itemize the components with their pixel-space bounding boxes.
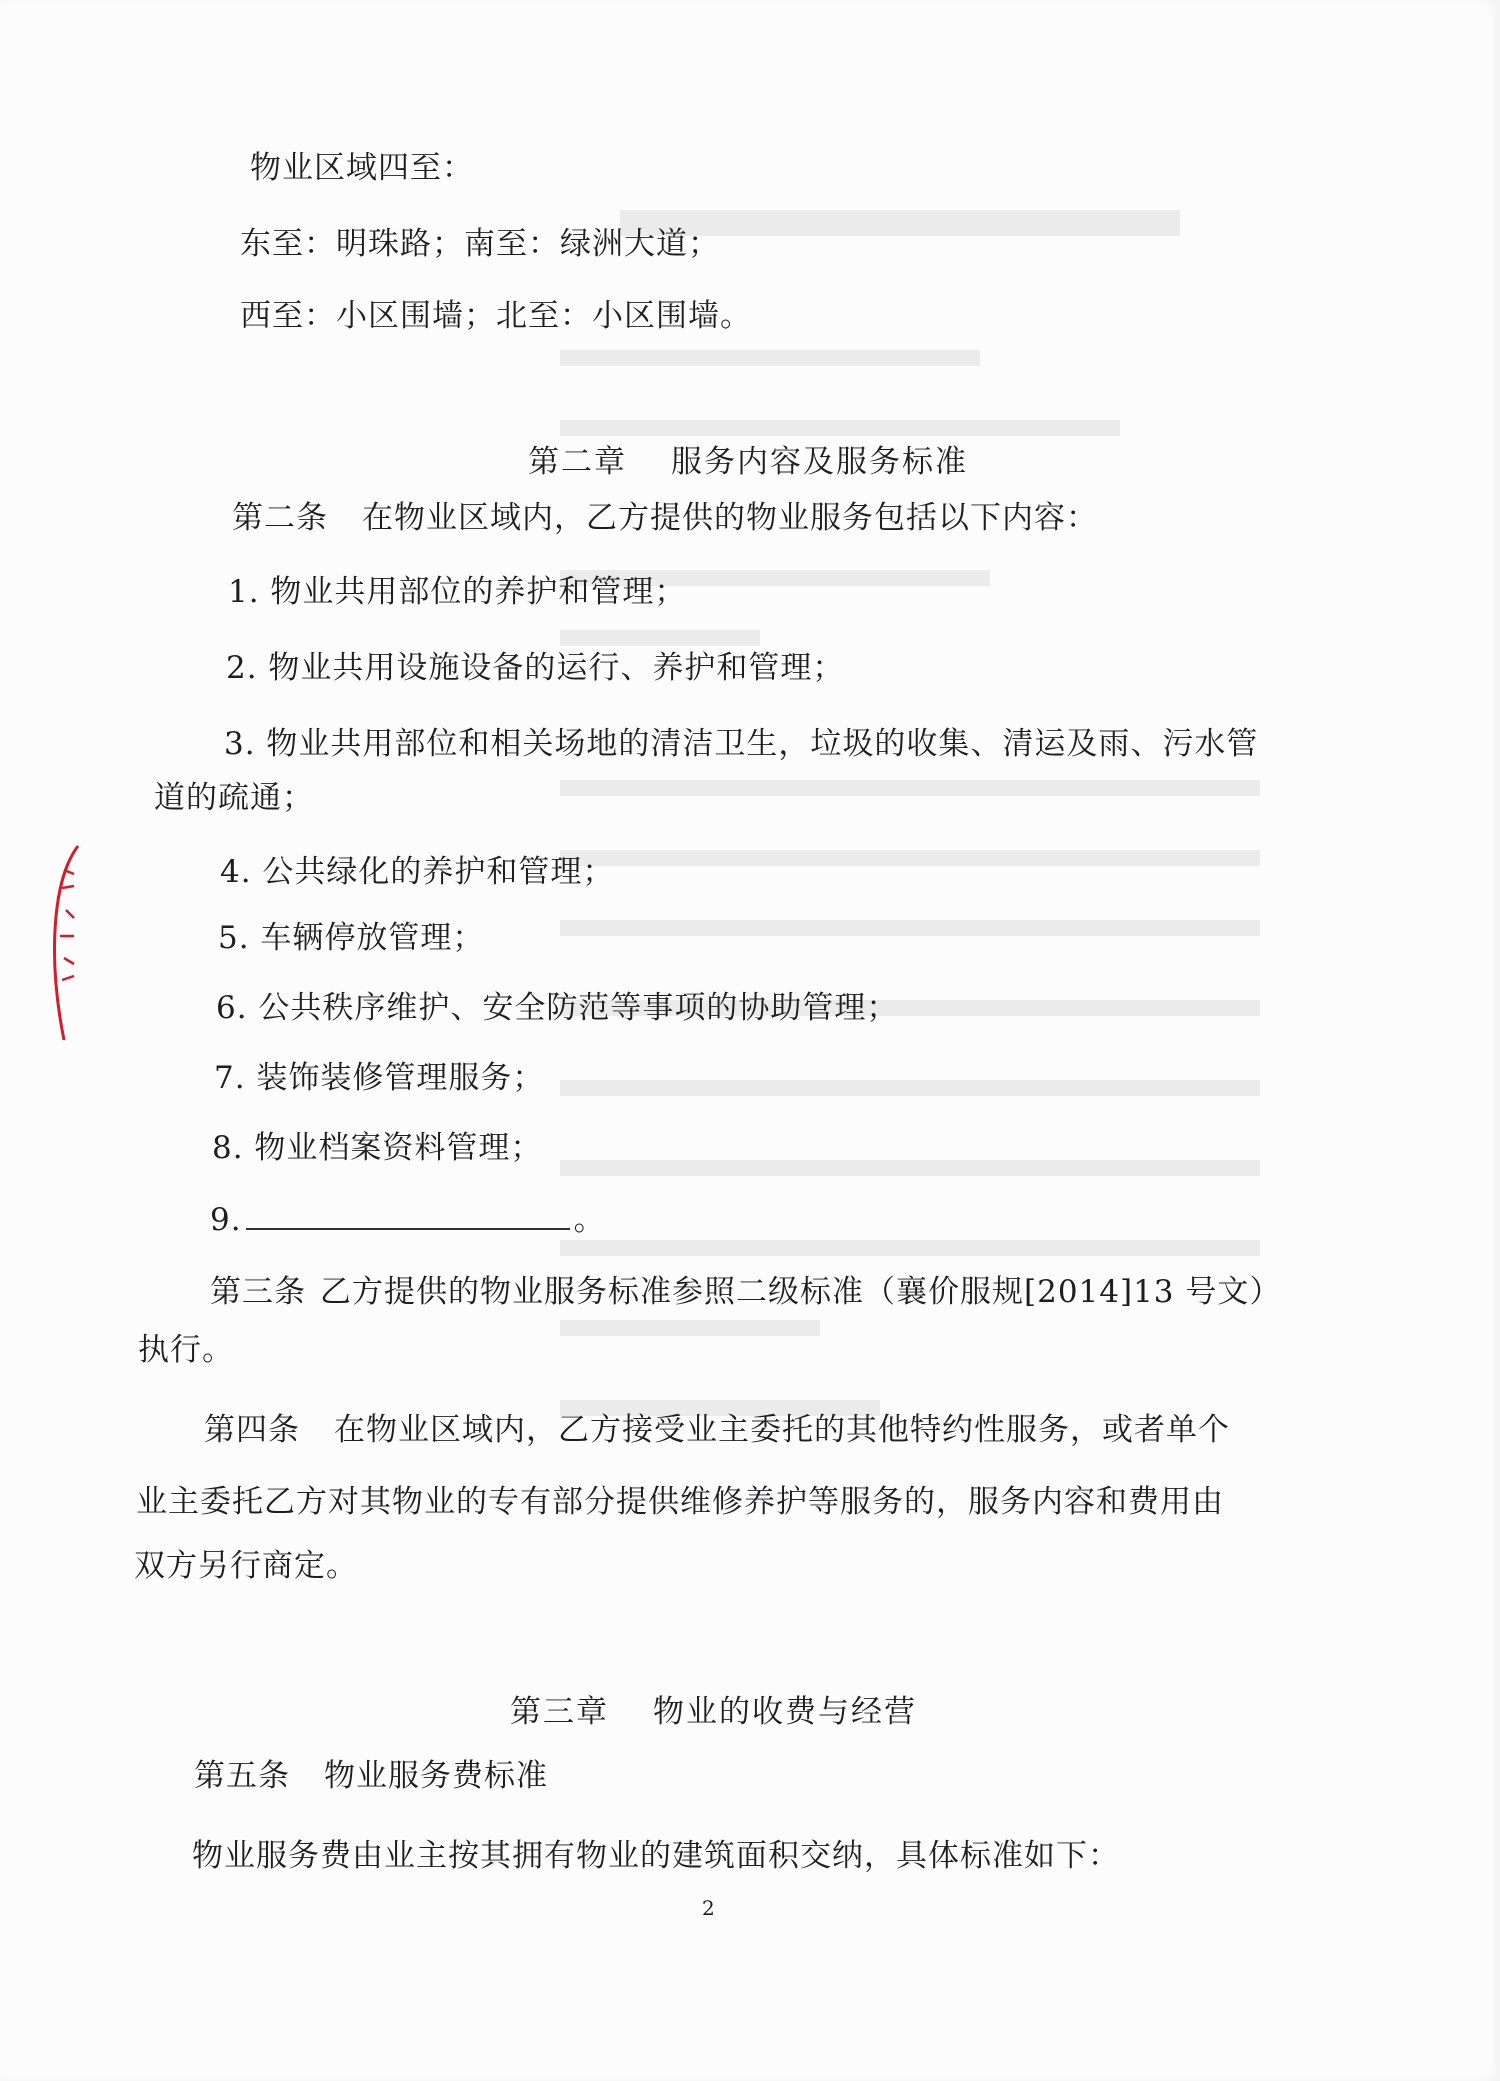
article-3-line-1 <box>210 1272 1281 1312</box>
article-4-line-1 <box>204 1410 1230 1450</box>
list-item: 6. 公共秩序维护、安全防范等事项的协助管理； <box>216 990 899 1026</box>
boundary-title: 物业区域四至： <box>250 150 474 186</box>
item-9-end: 。 <box>573 1202 606 1238</box>
list-item: 1. 物业共用部位的养护和管理； <box>228 574 687 610</box>
chapter-2-title: 服务内容及服务标准 <box>671 444 968 480</box>
chapter-2-heading <box>528 442 968 482</box>
article-4-line-2: 业主委托乙方对其物业的专有部分提供维修养护等服务的，服务内容和费用由 <box>136 1484 1224 1520</box>
list-item: 7. 装饰装修管理服务； <box>214 1060 545 1096</box>
list-item: 2. 物业共用设施设备的运行、养护和管理； <box>226 650 845 686</box>
article-4-line-3: 双方另行商定。 <box>134 1548 358 1584</box>
boundary-east-south: 东至：明珠路；南至：绿洲大道； <box>240 226 720 262</box>
article-2 <box>232 498 1098 538</box>
fee-standard-line: 物业服务费由业主按其拥有物业的建筑面积交纳，具体标准如下： <box>192 1838 1120 1874</box>
article-2-text: 在物业区域内，乙方提供的物业服务包括以下内容： <box>362 500 1098 536</box>
show-through-watermark <box>560 200 1280 1450</box>
chapter-3-title: 物业的收费与经营 <box>653 1694 917 1730</box>
article-3-number: 第三条 <box>210 1274 306 1310</box>
chapter-3-number: 第三章 <box>510 1694 609 1730</box>
list-item: 3. 物业共用部位和相关场地的清洁卫生，垃圾的收集、清运及雨、污水管 <box>224 726 1259 762</box>
article-5-number: 第五条 <box>194 1758 290 1794</box>
red-seal-fragment <box>44 840 84 1050</box>
article-4-number: 第四条 <box>204 1412 300 1448</box>
list-item: 8. 物业档案资料管理； <box>212 1130 543 1166</box>
list-item-9 <box>210 1198 606 1240</box>
list-item-continuation: 道的疏通； <box>154 780 314 816</box>
article-5 <box>194 1756 548 1796</box>
article-5-title: 物业服务费标准 <box>324 1758 548 1794</box>
boundary-west-north: 西至：小区围墙；北至：小区围墙。 <box>240 298 752 334</box>
article-3-line-2: 执行。 <box>138 1332 234 1368</box>
item-9-blank-line <box>246 1198 570 1230</box>
chapter-3-heading <box>510 1692 917 1732</box>
list-item: 5. 车辆停放管理； <box>218 920 485 956</box>
article-3-text: 乙方提供的物业服务标准参照二级标准（襄价服规[2014]13 号文） <box>320 1274 1282 1310</box>
article-2-number: 第二条 <box>232 500 328 536</box>
item-9-number: 9. <box>210 1202 242 1238</box>
article-4-text: 在物业区域内，乙方接受业主委托的其他特约性服务，或者单个 <box>334 1412 1230 1448</box>
list-item: 4. 公共绿化的养护和管理； <box>220 854 615 890</box>
chapter-2-number: 第二章 <box>528 444 627 480</box>
page-number: 2 <box>702 1896 715 1920</box>
